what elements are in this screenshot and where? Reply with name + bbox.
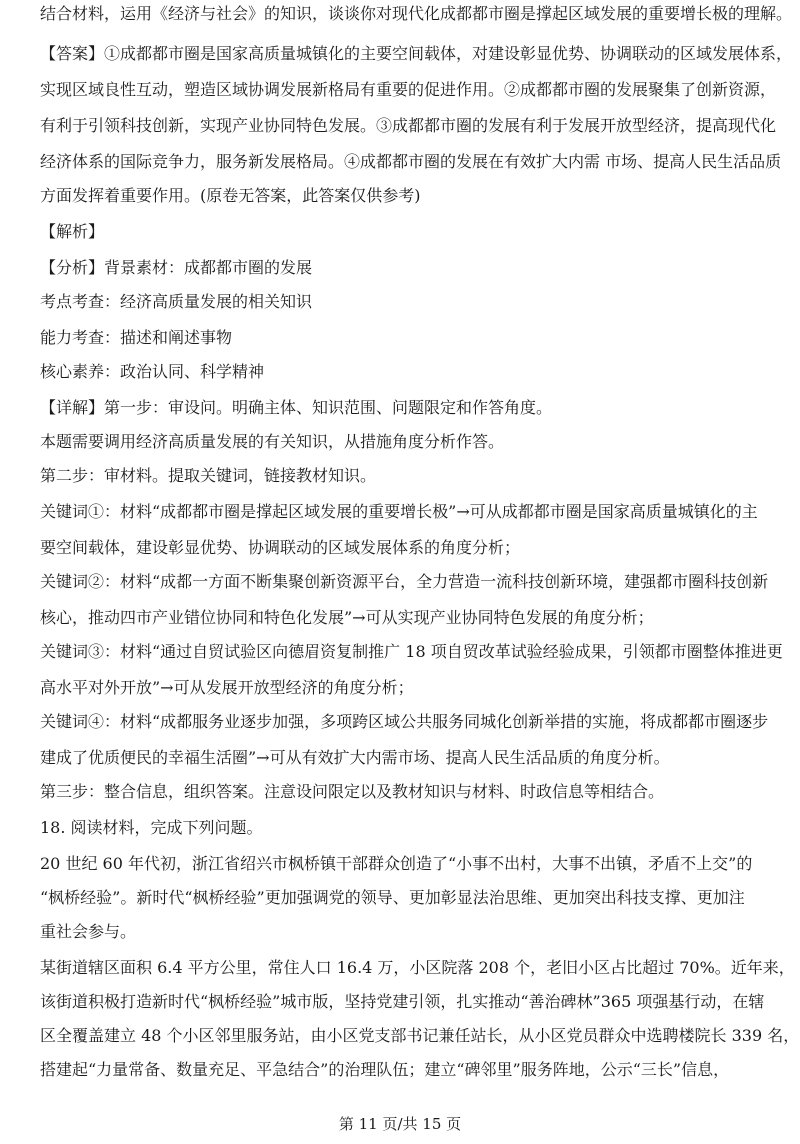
text-line: 关键词①：材料“成都都市圈是撑起区域发展的重要增长极”→可从成都都市圈是国家高质量城镇化的主: [40, 502, 758, 521]
text-line: 核心，推动四市产业错位协同和特色化发展”→可从实现产业协同特色发展的角度分析；: [40, 608, 654, 627]
text-line: 有利于引领科技创新，实现产业协同特色发展。③成都都市圈的发展有利于发展开放型经济，提高现代化: [40, 116, 777, 135]
text-line: 【分析】背景素材：成都都市圈的发展: [40, 258, 313, 277]
text-line: 本题需要调用经济高质量发展的有关知识，从措施角度分析作答。: [40, 432, 505, 451]
material-line: 该街道积极打造新时代“枫桥经验”城市版，坚持党建引领，扎实推动“善治碑林”365 项强基行动，在辖: [40, 992, 765, 1011]
text-line: 实现区域良性互动，塑造区域协调发展新格局有重要的促进作用。②成都都市圈的发展聚集了创新资源，: [40, 80, 777, 99]
text-line: 【详解】第一步：审设问。明确主体、知识范围、问题限定和作答角度。: [40, 398, 553, 417]
text-line: 关键词②：材料“成都一方面不断集聚创新资源平台，全力营造一流科技创新环境，建强都市圈科技创新: [40, 572, 769, 591]
text-line: 建成了优质便民的幸福生活圈”→可从有效扩大内需市场、提高人民生活品质的角度分析。: [40, 748, 670, 767]
text-line: 第二步：审材料。提取关键词，链接教材知识。: [40, 466, 377, 485]
material-line: “枫桥经验”。新时代“枫桥经验”更加强调党的领导、更加彰显法治思维、更加突出科技支撑、更加注: [40, 888, 745, 907]
text-line: 经济体系的国际竞争力，服务新发展格局。④成都都市圈的发展在有效扩大内需 市场、提高人民生活品质: [40, 152, 782, 171]
material-line: 搭建起“力量常备、数量充足、平急结合”的治理队伍；建立“碑邻里”服务阵地，公示“三长”信息，: [40, 1060, 730, 1079]
text-line: 高水平对外开放”→可从发展开放型经济的角度分析；: [40, 678, 414, 697]
question-heading: 18. 阅读材料，完成下列问题。: [40, 818, 263, 837]
text-line: 第三步：整合信息，组织答案。注意设问限定以及教材知识与材料、时政信息等相结合。: [40, 782, 665, 801]
material-line: 区全覆盖建立 48 个小区邻里服务站，由小区党支部书记兼任站长，从小区党员群众中选聘楼院长 339 名，: [40, 1026, 800, 1045]
text-line: 【答案】①成都都市圈是国家高质量城镇化的主要空间载体，对建设彰显优势、协调联动的区域发展体系，: [40, 44, 793, 63]
material-line: 20 世纪 60 年代初，浙江省绍兴市枫桥镇干部群众创造了“小事不出村，大事不出镇，矛盾不上交”的: [40, 854, 753, 873]
text-line: 考点考查：经济高质量发展的相关知识: [40, 292, 313, 311]
text-line: 方面发挥着重要作用。(原卷无答案，此答案仅供参考): [40, 186, 421, 205]
text-line: 要空间载体，建设彰显优势、协调联动的区域发展体系的角度分析；: [40, 538, 521, 557]
text-line: 【解析】: [40, 222, 105, 241]
material-line: 重社会参与。: [40, 922, 137, 941]
text-line: 能力考查：描述和阐述事物: [40, 328, 233, 347]
text-line: 核心素养：政治认同、科学精神: [40, 362, 265, 381]
text-line: 关键词③：材料“通过自贸试验区向德眉资复制推广 18 项自贸改革试验经验成果，引领都市圈整体推进更: [40, 642, 783, 661]
page-number: 第 11 页/共 15 页: [338, 1115, 462, 1133]
material-line: 某街道辖区面积 6.4 平方公里，常住人口 16.4 万，小区院落 208 个，老旧小区占比超过 70%。近年来，: [40, 958, 795, 977]
text-line: 结合材料，运用《经济与社会》的知识，谈谈你对现代化成都都市圈是撑起区域发展的重要增长极的理解。: [40, 4, 793, 23]
text-line: 关键词④：材料“成都服务业逐步加强，多项跨区域公共服务同城化创新举措的实施，将成都都市圈逐步: [40, 712, 769, 731]
